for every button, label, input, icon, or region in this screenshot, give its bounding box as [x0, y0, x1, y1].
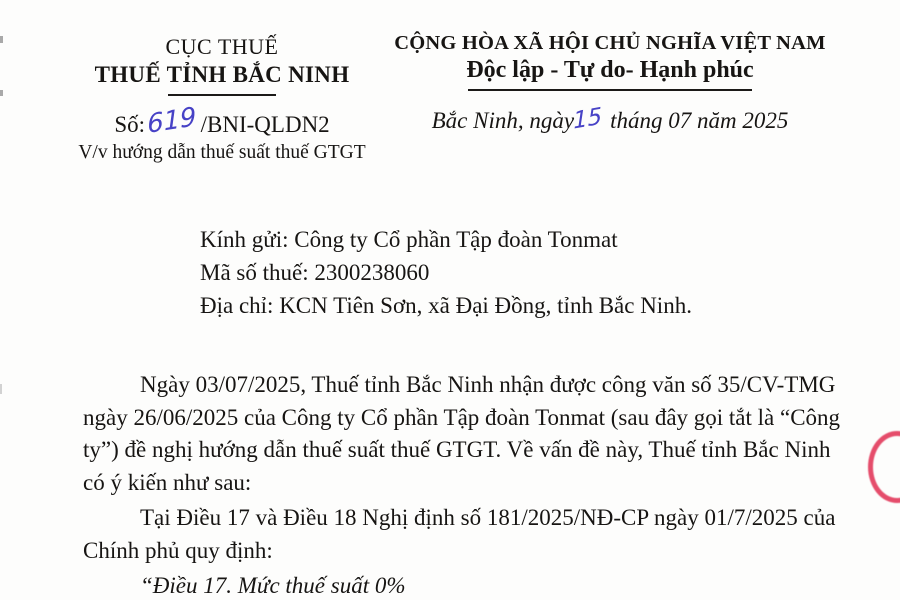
doc-number-suffix: /BNI-QLDN2: [200, 112, 330, 137]
issuing-authority-block: [62, 34, 382, 164]
left-header-underline: [168, 94, 276, 96]
legal-quote-line: “Điều 17. Mức thuế suất 0%: [140, 573, 406, 598]
para1-line2: ngày 26/06/2025 của Công ty Cổ phần Tập đoàn Tonmat (sau đây gọi tắt là “Công: [83, 404, 841, 430]
para1-line4: có ý kiến như sau:: [83, 469, 252, 495]
national-header-block: [390, 32, 830, 134]
paragraph-1: [83, 369, 883, 499]
recipient-to: Kính gửi: Công ty Cổ phần Tập đoàn Tonmat: [200, 227, 618, 252]
place-date-line: [390, 103, 830, 135]
para2-line2: Chính phủ quy định:: [83, 537, 273, 563]
doc-number-prefix: Số:: [114, 112, 145, 137]
document-subject: V/v hướng dẫn thuế suất thuế GTGT: [78, 142, 366, 163]
para1-line1: Ngày 03/07/2025, Thuế tỉnh Bắc Ninh nhận được công văn số 35/CV-TMG: [140, 372, 836, 397]
parent-org-name: CỤC THUẾ: [165, 34, 279, 59]
scan-speck: [0, 36, 3, 43]
scan-speck: [0, 384, 2, 394]
national-motto-line1: CỘNG HÒA XÃ HỘI CHỦ NGHĨA VIỆT NAM: [394, 32, 826, 54]
date-suffix: tháng 07 năm 2025: [610, 108, 789, 133]
paragraph-2: [83, 502, 883, 567]
para1-line3: ty”) đề nghị hướng dẫn thuế suất thuế GTGT. Về vấn đề này, Thuế tỉnh Bắc Ninh: [83, 437, 831, 462]
letter-body: [83, 369, 883, 600]
national-motto-line2: Độc lập - Tự do- Hạnh phúc: [466, 57, 754, 83]
scan-speck: [0, 90, 3, 96]
org-name: THUẾ TỈNH BẮC NINH: [94, 62, 350, 87]
document-number-line: [62, 102, 382, 140]
date-prefix: Bắc Ninh, ngày: [431, 108, 575, 133]
para2-line1: Tại Điều 17 và Điều 18 Nghị định số 181/2025/NĐ-CP ngày 01/7/2025 của: [140, 505, 836, 530]
doc-number-handwritten: 619: [146, 102, 198, 140]
recipient-block: [200, 223, 692, 322]
recipient-tax-code: Mã số thuế: 2300238060: [200, 260, 430, 285]
recipient-address: Địa chỉ: KCN Tiên Sơn, xã Đại Đồng, tỉnh Bắc Ninh.: [200, 293, 692, 318]
date-handwritten-day: 15: [572, 103, 603, 135]
right-header-underline: [468, 89, 752, 91]
